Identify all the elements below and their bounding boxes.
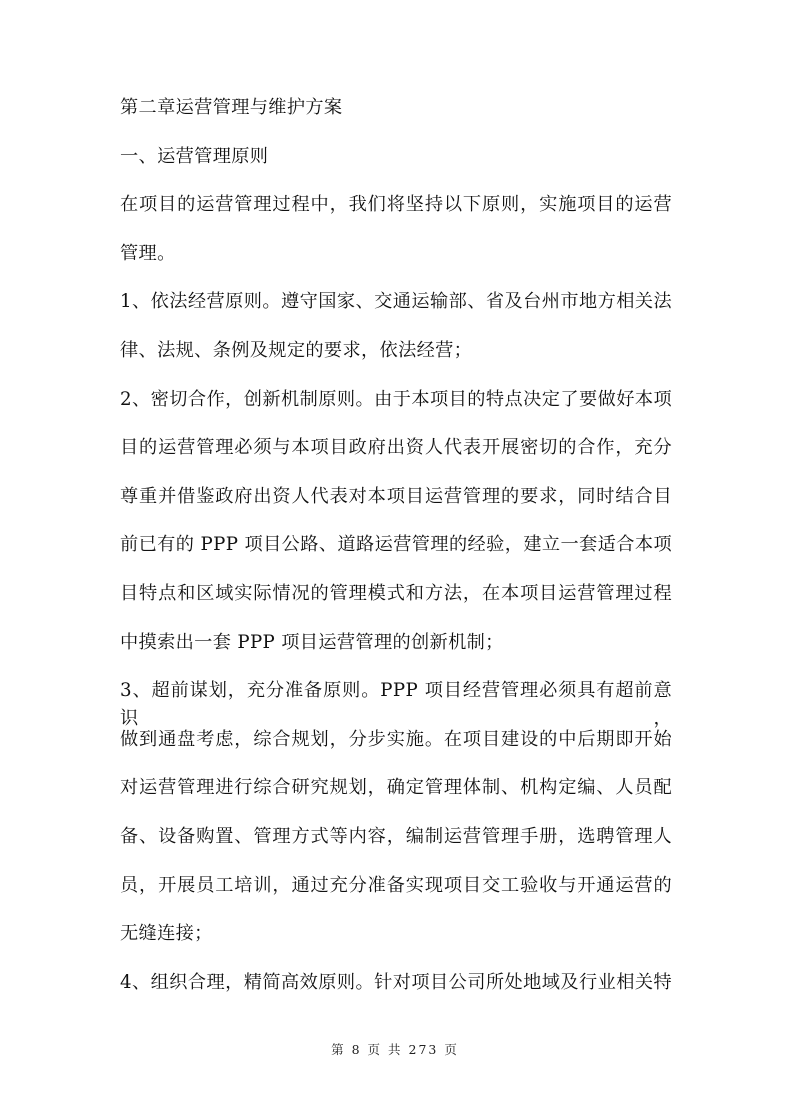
paragraph-line: 尊重并借鉴政府出资人代表对本项目运营管理的要求，同时结合目 <box>120 485 672 507</box>
paragraph-line: 备、设备购置、管理方式等内容，编制运营管理手册，选聘管理人 <box>120 825 672 847</box>
paragraph-line: 律、法规、条例及规定的要求，依法经营； <box>120 339 473 361</box>
section-heading: 一、运营管理原则 <box>120 145 269 167</box>
paragraph-line: 无缝连接； <box>120 923 213 945</box>
paragraph-line: 目特点和区域实际情况的管理模式和方法，在本项目运营管理过程 <box>120 582 672 604</box>
paragraph-line: 目的运营管理必须与本项目政府出资人代表开展密切的合作，充分 <box>120 437 672 459</box>
paragraph-line: 做到通盘考虑，综合规划，分步实施。在项目建设的中后期即开始 <box>120 728 672 750</box>
paragraph-line: 管理。 <box>120 242 176 264</box>
paragraph-line: 前已有的 PPP 项目公路、道路运营管理的经验，建立一套适合本项 <box>120 534 672 556</box>
paragraph-line: 4、组织合理，精简高效原则。针对项目公司所处地域及行业相关特 <box>120 971 672 993</box>
paragraph-line: 3、超前谋划，充分准备原则。PPP 项目经营管理必须具有超前意识， <box>120 680 672 730</box>
chapter-title: 第二章运营管理与维护方案 <box>120 97 343 118</box>
paragraph-line: 中摸索出一套 PPP 项目运营管理的创新机制； <box>120 631 504 653</box>
page-number-footer: 第 8 页 共 273 页 <box>331 1042 459 1057</box>
paragraph-line: 在项目的运营管理过程中，我们将坚持以下原则，实施项目的运营 <box>120 194 672 216</box>
paragraph-line: 对运营管理进行综合研究规划，确定管理体制、机构定编、人员配 <box>120 777 672 799</box>
paragraph-line: 员，开展员工培训，通过充分准备实现项目交工验收与开通运营的 <box>120 874 672 896</box>
paragraph-line: 1、依法经营原则。遵守国家、交通运输部、省及台州市地方相关法 <box>120 291 672 313</box>
paragraph-line: 2、密切合作，创新机制原则。由于本项目的特点决定了要做好本项 <box>120 388 672 410</box>
document-body <box>120 94 672 1017</box>
